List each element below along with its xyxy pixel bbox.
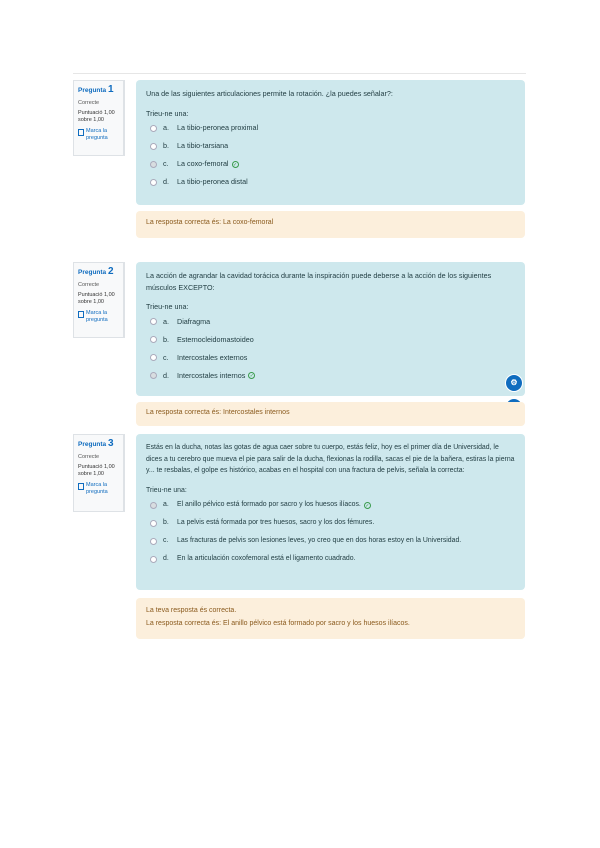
answer-option-d[interactable]: d. Intercostales internos ✓ (146, 367, 515, 385)
radio-button[interactable] (150, 538, 157, 545)
radio-button[interactable] (150, 318, 157, 325)
feedback-status-text: La teva resposta és correcta. (146, 607, 237, 614)
question-state: Correcte (78, 282, 100, 288)
feedback-2 (136, 402, 525, 426)
answer-option-b[interactable]: b. Esternocleidomastoideo (146, 331, 515, 349)
question-content-1 (136, 80, 525, 205)
answer-prompt: Trieu-ne una: (146, 486, 187, 494)
question-text: La acción de agrandar la cavidad torácica durante la inspiración puede deberse a la acción de los siguientes músculos EXCEPTO: (146, 271, 492, 292)
question-state: Correcte (78, 454, 100, 460)
question-text: Estás en la ducha, notas las gotas de agua caer sobre tu cuerpo, estás feliz, hoy es el primer día de Universidad, le dices a tu cerebro que mueva el pie para salir de la ducha, flexionas la rodilla, sacas el pie de la bañera, estiras la pierna y... te resbalas, el golpe es histórico, acabas en el hospital con una fractura de pelvis, señala la correcta: (146, 444, 515, 474)
question-content-3 (136, 434, 525, 590)
flag-icon (78, 311, 84, 318)
answer-option-c[interactable]: c. La coxo-femoral ✓ (146, 155, 515, 173)
correct-answer-text: La resposta correcta és: Intercostales internos (146, 409, 290, 416)
gear-icon[interactable]: ⚙ (505, 374, 523, 392)
correct-check-icon: ✓ (232, 161, 238, 168)
radio-button-selected[interactable] (150, 502, 157, 509)
answer-option-a[interactable]: a. La tibio-peronea proximal (146, 119, 515, 137)
question-state: Correcte (78, 100, 100, 106)
question-number: Pregunta 2 (78, 266, 114, 277)
question-grade: Puntuació 1,00 sobre 1,00 (78, 110, 115, 123)
answer-prompt: Trieu-ne una: (146, 108, 189, 118)
answer-option-a[interactable]: a. Diafragma (146, 313, 515, 331)
correct-answer-text: La resposta correcta és: El anillo pélvico está formado por sacro y los huesos ilíacos. (146, 620, 410, 627)
flag-icon (78, 483, 84, 490)
question-text: Una de las siguientes articulaciones permite la rotación. ¿la puedes señalar?: (146, 89, 393, 98)
feedback-1 (136, 211, 525, 238)
flag-question-link[interactable]: Marca la pregunta (78, 128, 119, 142)
question-number: Pregunta 1 (78, 84, 114, 95)
radio-button[interactable] (150, 143, 157, 150)
question-info-2 (73, 262, 125, 338)
flag-question-link[interactable]: Marca la pregunta (78, 482, 119, 496)
question-info-1 (73, 80, 125, 156)
flag-question-link[interactable]: Marca la pregunta (78, 310, 119, 324)
answer-option-c[interactable]: c. Las fracturas de pelvis son lesiones leves, yo creo que en dos horas estoy en la Universidad. (146, 532, 515, 550)
radio-button[interactable] (150, 520, 157, 527)
question-grade: Puntuació 1,00 sobre 1,00 (78, 292, 115, 305)
flag-icon (78, 129, 84, 136)
answer-prompt: Trieu-ne una: (146, 302, 189, 311)
answer-option-b[interactable]: b. La tibio-tarsiana (146, 137, 515, 155)
correct-answer-text: La resposta correcta és: La coxo-femoral (146, 219, 274, 226)
feedback-3 (136, 598, 525, 639)
question-info-3 (73, 434, 125, 512)
correct-check-icon: ✓ (249, 373, 254, 379)
answer-option-a[interactable]: a. El anillo pélvico está formado por sacro y los huesos ilíacos. ✓ (146, 496, 515, 514)
radio-button[interactable] (150, 354, 157, 361)
question-grade: Puntuació 1,00 sobre 1,00 (78, 464, 115, 477)
top-divider (73, 73, 526, 74)
answer-option-c[interactable]: c. Intercostales externos (146, 349, 515, 367)
radio-button-selected[interactable] (150, 372, 157, 379)
question-content-2 (136, 262, 525, 396)
answer-option-d[interactable]: d. La tibio-peronea distal (146, 173, 515, 191)
radio-button[interactable] (150, 179, 157, 186)
radio-button[interactable] (150, 125, 157, 132)
answer-option-b[interactable]: b. La pelvis está formada por tres huesos, sacro y los dos fémures. (146, 514, 515, 532)
answer-option-d[interactable]: d. En la articulación coxofemoral está el ligamento cuadrado. (146, 550, 515, 568)
radio-button[interactable] (150, 336, 157, 343)
correct-check-icon: ✓ (365, 502, 370, 509)
question-number: Pregunta 3 (78, 438, 114, 449)
radio-button[interactable] (150, 556, 157, 563)
radio-button-selected[interactable] (150, 161, 157, 168)
